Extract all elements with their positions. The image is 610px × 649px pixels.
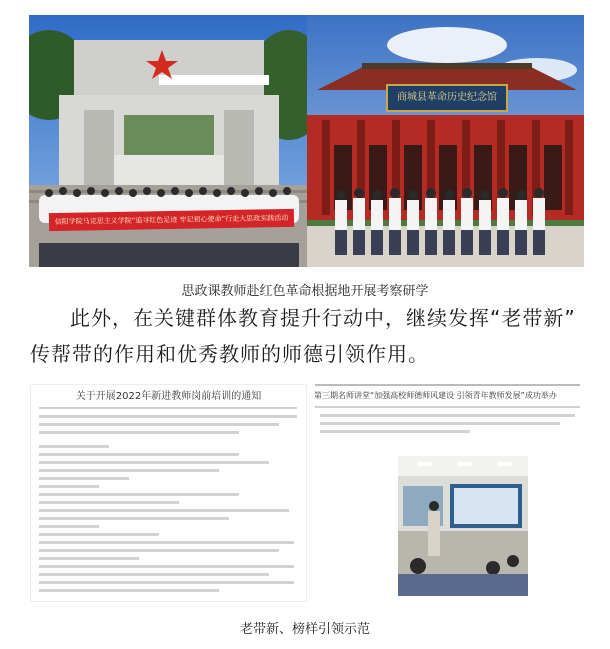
body-paragraph: [30, 300, 590, 372]
photo-memorial-hall: [307, 15, 584, 267]
paragraph-line-2: 传帮带的作用和优秀教师的师德引领作用。: [30, 342, 429, 366]
doc-right-divider: [315, 406, 580, 408]
doc-lecture-report: [310, 384, 585, 600]
top-cutoff-line: [30, 0, 190, 6]
doc-left-title: 关于开展2022年新进教师岗前培训的通知: [75, 391, 262, 402]
doc-training-notice: [30, 384, 307, 602]
memorial-plaque: [389, 87, 505, 109]
classroom-photo: [398, 456, 528, 596]
doc-right-title: 第三期名师讲堂“加强高校师德师风建设 引领青年教师发展”成功举办: [314, 391, 557, 400]
banner-text: 信阳学院马克思主义学院“追寻红色足迹 牢记初心使命”行走大思政实践活动: [54, 213, 289, 227]
caption-mentoring: 老带新、榜样引领示范: [239, 622, 370, 637]
memorial-hall-illustration: [307, 15, 584, 267]
plaque-text: 商城县革命历史纪念馆: [397, 92, 497, 103]
doc-right-topline: [315, 384, 580, 386]
classroom-illustration: [398, 456, 528, 596]
doc-left-text-lines: [31, 411, 306, 601]
photo-memorial-gate: [29, 15, 307, 267]
paragraph-line-1: 此外，在关键群体教育提升行动中，继续发挥“老带新”: [70, 306, 576, 330]
caption-research-trip: 思政课教师赴红色革命根据地开展考察研学: [181, 284, 429, 299]
doc-left-divider: [39, 407, 297, 409]
doc-right-text-lines: [310, 410, 585, 450]
